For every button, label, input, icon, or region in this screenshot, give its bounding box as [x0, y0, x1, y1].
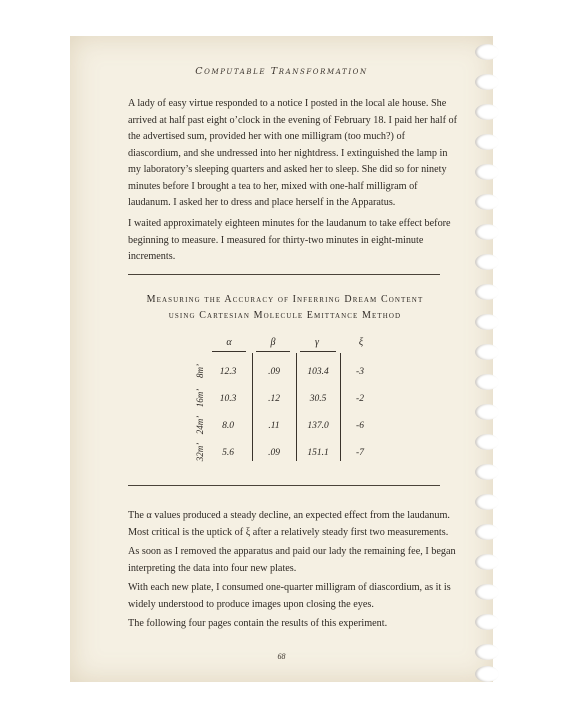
table-cell: 103.4 [307, 367, 329, 377]
binder-hole [475, 164, 499, 180]
binder-hole [475, 224, 499, 240]
table-cell: -2 [356, 394, 364, 404]
binder-hole [475, 584, 499, 600]
binder-hole [475, 666, 499, 682]
binder-hole [475, 464, 499, 480]
table-cell: -6 [356, 421, 364, 431]
divider-rule [128, 485, 440, 486]
table-cell: 8.0 [222, 421, 234, 431]
row-label: 32m’ [195, 442, 205, 462]
book-page [70, 36, 493, 682]
table-cell: .09 [268, 448, 280, 458]
column-header-xi: ξ [358, 337, 364, 348]
row-label: 16m’ [195, 388, 205, 408]
binder-hole [475, 254, 499, 270]
binder-hole [475, 314, 499, 330]
table-cell: .11 [268, 421, 280, 431]
table-cell: 137.0 [307, 421, 329, 431]
table-cell: 30.5 [309, 394, 327, 404]
data-table [186, 331, 386, 481]
binder-hole [475, 284, 499, 300]
table-cell: 12.3 [219, 367, 237, 377]
binder-hole [475, 524, 499, 540]
header-underline [256, 351, 290, 352]
paragraph: A lady of easy virtue responded to a notice I posted in the local ale house. She arrived at half past eight o’clock in the evening of February 18. I paid her half of the advertised sum, provided her with one milligram (too much?) of diascordium, and she undressed into her nightdress. I extinguished the lamp in my laboratory’s sleeping quarters and asked her to sleep. She did so for ninety minutes before I brought a tea to her, mixed with one-half milligram of laudanum. I asked her to dress and place herself in the Apparatus. [128, 98, 457, 208]
table-cell: -7 [356, 448, 364, 458]
column-header-gamma: γ [315, 337, 319, 348]
page-number: 68 [277, 652, 286, 661]
header-underline [212, 351, 246, 352]
column-divider [252, 353, 253, 461]
binder-hole [475, 374, 499, 390]
paragraph: The following four pages contain the results of this experiment. [128, 618, 388, 629]
running-head: Computable Transformation [195, 66, 368, 77]
binder-hole [475, 344, 499, 360]
table-cell: -3 [356, 367, 364, 377]
table-cell: .12 [268, 394, 280, 404]
table-cell: 151.1 [307, 448, 329, 458]
paragraph: I waited approximately eighteen minutes for the laudanum to take effect before beginning to measure. I measured for thirty-two minutes in eight-minute increments. [128, 218, 451, 262]
binder-hole [475, 614, 499, 630]
column-header-beta: β [270, 337, 276, 348]
table-title-line2: using Cartesian Molecule Emittance Method [168, 310, 402, 321]
table-cell: 5.6 [222, 448, 234, 458]
table-cell: 10.3 [219, 394, 237, 404]
header-underline [300, 351, 336, 352]
paragraph: The α values produced a steady decline, an expected effect from the laudanum. Most critical is the uptick of ξ after a relatively steady first two measurements. [128, 510, 450, 538]
binder-hole [475, 434, 499, 450]
table-cell: .09 [268, 367, 280, 377]
binder-hole [475, 134, 499, 150]
binder-hole [475, 554, 499, 570]
binder-hole [475, 404, 499, 420]
row-label: 24m’ [195, 415, 205, 435]
column-divider [296, 353, 297, 461]
binder-hole [475, 44, 499, 60]
column-header-alpha: α [226, 337, 232, 348]
paragraph: With each new plate, I consumed one-quarter milligram of diascordium, as it is widely understood to produce images upon closing the eyes. [128, 582, 451, 610]
divider-rule [128, 274, 440, 275]
binder-hole [475, 194, 499, 210]
binder-hole [475, 494, 499, 510]
paragraph: As soon as I removed the apparatus and paid our lady the remaining fee, I began interpreting the data into four new plates. [128, 546, 456, 574]
row-label: 8m’ [195, 364, 205, 378]
table-title-line1: Measuring the Accuracy of Inferring Dream Content [146, 294, 424, 305]
binder-hole [475, 104, 499, 120]
